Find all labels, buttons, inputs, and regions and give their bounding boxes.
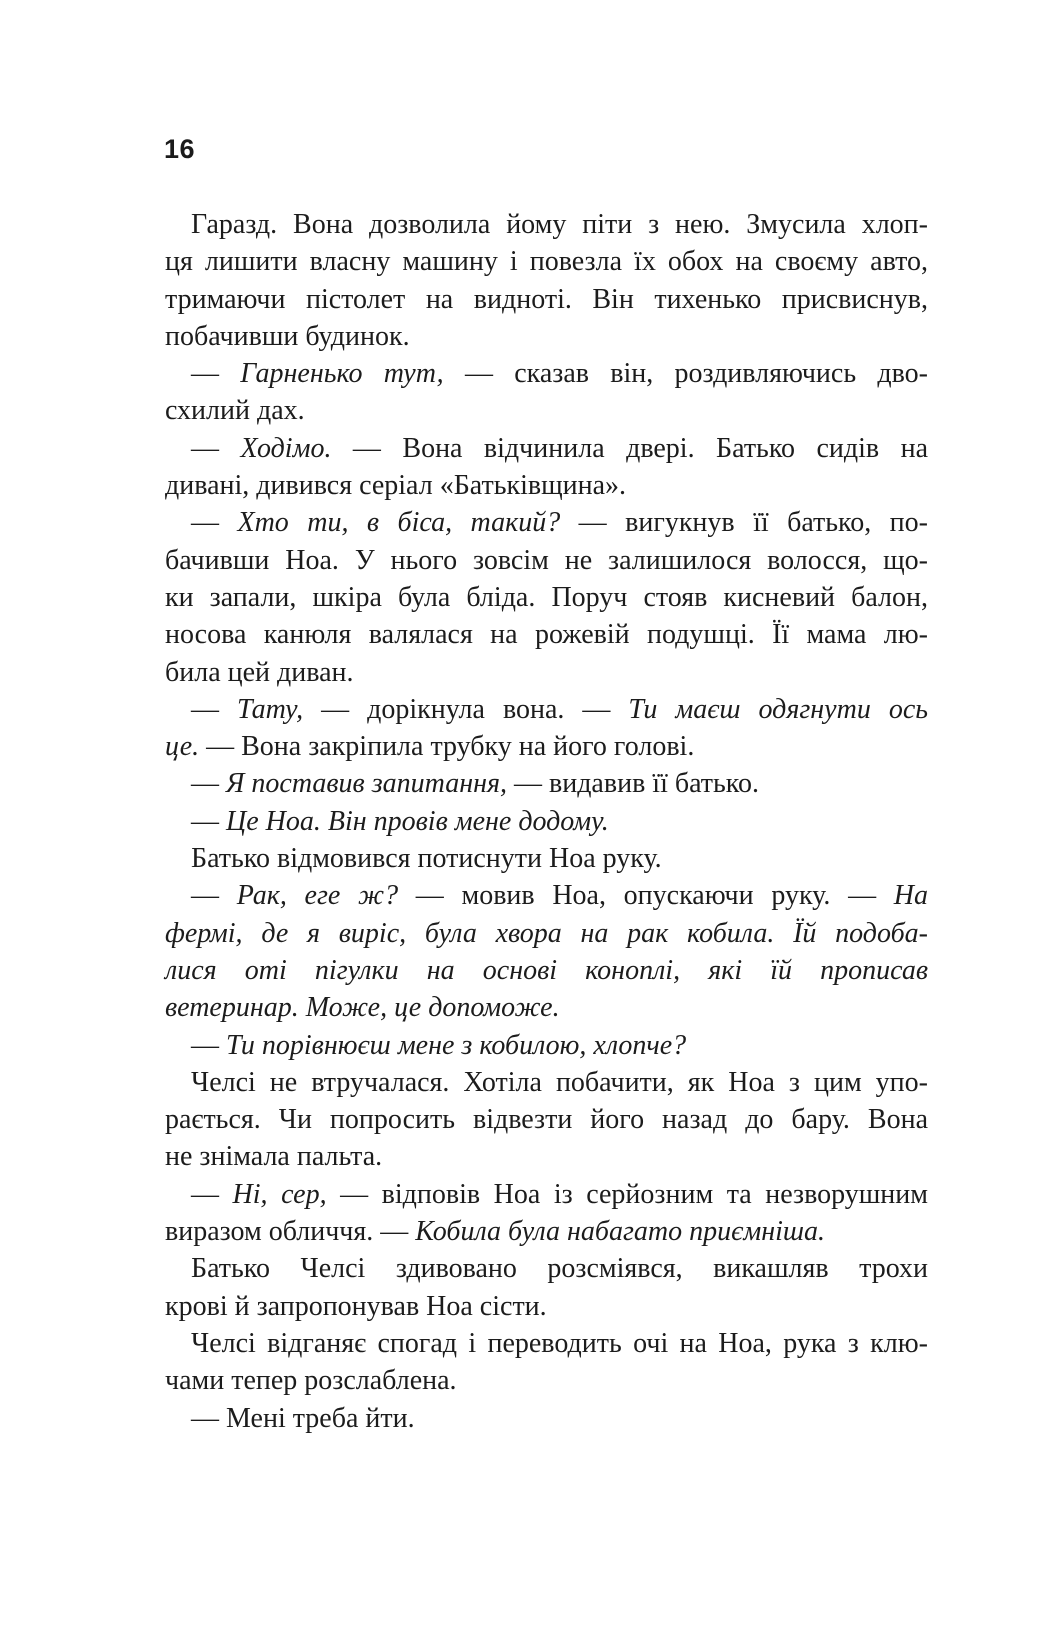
text-segment: — xyxy=(191,1029,226,1061)
text-line xyxy=(165,430,928,467)
text-segment: — xyxy=(191,432,241,464)
text-line xyxy=(165,392,928,429)
text-segment-italic: Ти маєш одягнути ось xyxy=(628,693,929,725)
text-line xyxy=(165,579,928,616)
text-line xyxy=(165,1362,928,1399)
text-segment-italic: ветеринар. Може, це допоможе. xyxy=(165,992,560,1024)
text-segment-italic: лися оті пігулки на основі коноплі, які їй прописав xyxy=(165,954,928,986)
text-line xyxy=(165,1250,928,1287)
text-segment: — xyxy=(191,768,226,800)
text-segment-italic: Ти порівнюєш мене з кобилою, хлопче? xyxy=(226,1029,687,1061)
page-text xyxy=(165,206,928,1437)
text-segment-italic: Ходімо. xyxy=(240,432,332,464)
text-segment: Челсі відганяє спогад і переводить очі на Ноа, рука з клю- xyxy=(191,1327,928,1359)
text-line xyxy=(165,1064,928,1101)
text-segment: чами тепер розслаблена. xyxy=(165,1365,457,1397)
text-segment: — Мені треба йти. xyxy=(191,1402,415,1434)
text-line xyxy=(165,840,928,877)
text-segment: Челсі не втручалася. Хотіла побачити, як Ноа з цим упо- xyxy=(191,1066,928,1098)
text-segment: тримаючи пістолет на видноті. Він тихенько присвиснув, xyxy=(165,283,928,315)
text-line xyxy=(165,915,928,952)
text-line xyxy=(165,318,928,355)
text-line xyxy=(165,1325,928,1362)
text-segment-italic: Хто ти, в біса, такий? xyxy=(237,507,561,539)
text-segment: Батько Челсі здивовано розсміявся, викашляв трохи xyxy=(191,1253,928,1285)
text-segment: рається. Чи попросить відвезти його назад до бару. Вона xyxy=(165,1104,928,1136)
text-segment-italic: Ні, сер, xyxy=(232,1178,327,1210)
text-segment: — xyxy=(191,805,226,837)
text-line xyxy=(165,542,928,579)
text-segment: ки запали, шкіра була бліда. Поруч стояв кисневий балон, xyxy=(165,581,928,613)
text-segment: — xyxy=(191,1178,233,1210)
text-line xyxy=(165,1288,928,1325)
text-segment: схилий дах. xyxy=(165,395,305,427)
text-segment: — вигукнув її батько, по- xyxy=(560,507,928,539)
text-segment: била цей диван. xyxy=(165,656,354,688)
text-segment-italic: Це Ноа. Він провів мене додому. xyxy=(226,805,609,837)
text-line xyxy=(165,1400,928,1437)
text-line xyxy=(165,616,928,653)
text-segment: виразом обличчя. — xyxy=(165,1216,416,1248)
text-segment: — xyxy=(191,693,238,725)
text-segment: — відповів Ноа із серйозним та незворушним xyxy=(326,1178,928,1210)
text-line xyxy=(165,803,928,840)
text-segment: — xyxy=(191,358,241,390)
text-line xyxy=(165,1176,928,1213)
text-line xyxy=(165,989,928,1026)
text-segment-italic: це. xyxy=(165,731,200,763)
text-segment: бачивши Ноа. У нього зовсім не залишилося волосся, що- xyxy=(165,544,928,576)
text-segment-italic: Рак, еге ж? xyxy=(236,880,399,912)
text-segment: — Вона відчинила двері. Батько сидів на xyxy=(331,432,928,464)
text-segment: крові й запропонував Ноа сісти. xyxy=(165,1290,547,1322)
text-line xyxy=(165,728,928,765)
text-segment-italic: На xyxy=(893,880,928,912)
text-segment: побачивши будинок. xyxy=(165,320,410,352)
text-segment: дивані, дивився серіал «Батьківщина». xyxy=(165,470,627,502)
text-segment-italic: Тату, xyxy=(237,693,304,725)
text-line xyxy=(165,765,928,802)
text-line xyxy=(165,206,928,243)
text-segment: носова канюля валялася на рожевій подушці. Її мама лю- xyxy=(165,619,928,651)
text-segment: — видавив її батько. xyxy=(506,768,759,800)
text-segment: Батько відмовився потиснути Ноа руку. xyxy=(191,843,662,875)
text-segment: ця лишити власну машину і повезла їх обох на своєму авто, xyxy=(165,246,928,278)
text-segment: — сказав він, роздивляючись дво- xyxy=(443,358,928,390)
text-line xyxy=(165,952,928,989)
text-line xyxy=(165,467,928,504)
page-number: 16 xyxy=(164,134,196,164)
text-line xyxy=(165,243,928,280)
text-line xyxy=(165,281,928,318)
text-line xyxy=(165,691,928,728)
text-line xyxy=(165,1138,928,1175)
text-line xyxy=(165,1101,928,1138)
text-segment-italic: Кобила була набагато приємніша. xyxy=(415,1216,825,1248)
text-line xyxy=(165,654,928,691)
text-segment: не знімала пальта. xyxy=(165,1141,383,1173)
text-line xyxy=(165,355,928,392)
text-line xyxy=(165,1027,928,1064)
text-segment-italic: Гарненько тут, xyxy=(240,358,444,390)
text-segment-italic: Я поставив запитання, xyxy=(226,768,507,800)
text-line xyxy=(165,877,928,914)
text-segment-italic: фермі, де я виріс, була хвора на рак кобила. Їй подоба- xyxy=(165,917,928,949)
text-segment: — дорікнула вона. — xyxy=(303,693,629,725)
text-segment: — xyxy=(191,507,238,539)
text-line xyxy=(165,504,928,541)
text-line xyxy=(165,1213,928,1250)
text-segment: — Вона закріпила трубку на його голові. xyxy=(199,731,695,763)
text-segment: Гаразд. Вона дозволила йому піти з нею. Змусила хлоп- xyxy=(191,209,928,240)
text-segment: — xyxy=(191,880,237,912)
text-segment: — мовив Ноа, опускаючи руку. — xyxy=(398,880,894,912)
